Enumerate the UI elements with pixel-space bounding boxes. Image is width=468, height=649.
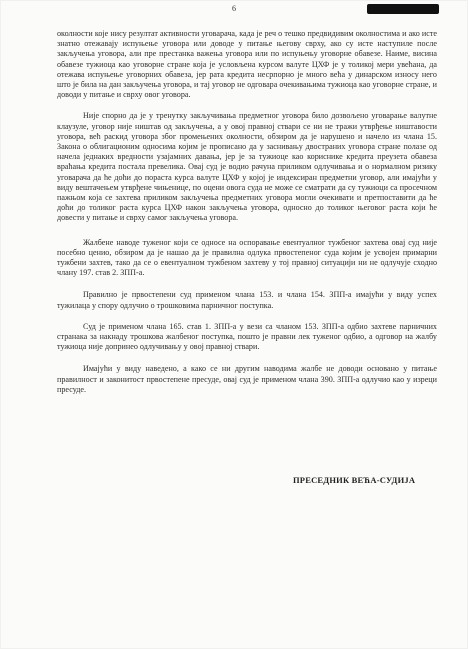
paragraph-2: Није спорно да је у тренутку закључивања предметног уговора било дозвољено уговарање валутне клаузуле, уговор није ништав од закључења, а у овој правној ствари се ни не тражи утврђење ништавости уговора, већ раскид уговора због промењених околности, обзиром да је нарушено и начело из члана 15. Закона о облигационим односима којим је прописано да у заснивању двостраних уговора стране полазе од начела једнаких вредности узајамних давања, јер је за тужиоце као кориснике кредита преузета обавеза враћања кредита постала превелика. Овај суд је водио рачуна приликом одлучивања и о нормалном ризику уговарача да ће доћи до пораста курса валуте ЦХФ у којој је индексиран предметни уговор, али имајући у виду вештачењем утврђене чињенице, по оцени овога суда не може се сматрати да су тужиоци са просечном пажњом која се захтева приликом закључења предметних уговора могли очекивати и претпоставити да ће доћи до толиког раста курса ЦХФ након закључења уговора, односно до толиког његовог раста који ће довести у питање и сврху самог закључења уговора. [57,111,437,223]
paragraph-3: Жалбене наводе туженог који се односе на оспоравање евентуалног тужбеног захтева овај суд није посебно ценио, обзиром да је нашао да је правилна одлука првостепеног суда којим је усвојен примарни тужбени захтев, тако да се о евентуалном тужбеном захтеву у тој правној ситуацији ни не одлучује сходно члану 197. став 2. ЗПП-а. [57,237,437,278]
page-number: 6 [232,4,236,13]
paragraph-6: Имајући у виду наведено, а како се ни другим наводима жалбе не доводи основано у питање правилност и законитост првостепене пресуде, овај суд је применом члана 390. ЗПП-а одлучио као у изреци пресуде. [57,364,437,394]
signature-title: ПРЕСЕДНИК ВЕЋА-СУДИЈА [293,475,416,485]
paragraph-4: Правилно је првостепени суд применом члана 153. и члана 154. ЗПП-а имајући у виду успех тужилаца у спору одлучио о трошковима парничног поступка. [57,290,437,310]
paragraph-1: околности које нису резултат активности уговарача, када је реч о тешко предвидивим околностима и ако исте знатно отежавају испуњење уговора или доводе у питање његову сврху, ако су исте наступиле после закључења уговора, али пре престанка важења уговора или по испуњењу уговорне обавезе. Наиме, висина обавезе тужиоца као уговорне стране која је условљена курсом валуте ЦХФ је у толикој мери увећана, да отежава испуњење уговорних обавеза, јер рата кредита несрпорно је много већа у динарском износу него што је била на дан закључења уговора, и тај уговор не одговара очекивањима тужиоца као уговорне стране, и доводи у питање и сврху овог уговора. [57,29,437,100]
document-body [57,29,437,395]
redaction-mark [367,4,439,14]
paragraph-5: Суд је применом члана 165. став 1. ЗПП-а у вези са чланом 153. ЗПП-а одбио захтеве парничних странака за накнаду трошкова жалбеног поступка, пошто је правни лек туженог одбио, а одговор на жалбу тужиоца није допринео одлучивању у овој правној ствари. [57,321,437,352]
